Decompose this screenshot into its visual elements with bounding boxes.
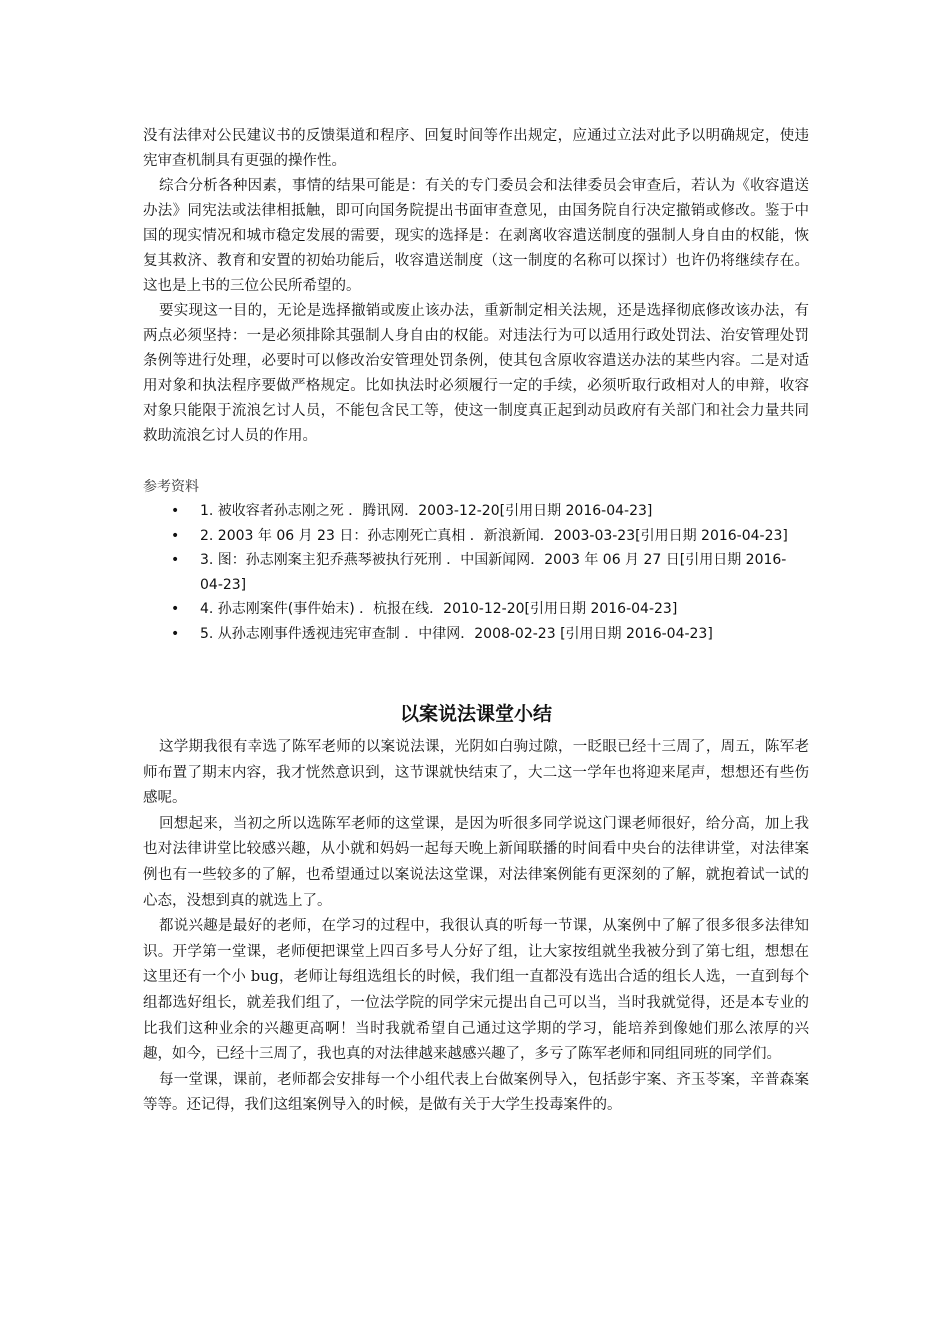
bullet-icon: • (171, 527, 180, 544)
reference-item (143, 548, 809, 597)
paragraph: 都说兴趣是最好的老师，在学习的过程中，我很认真的听每一节课，从案例中了解了很多很多法律知识。开学第一堂课，老师便把课堂上四百多号人分好了组，让大家按组就坐我被分到了第七组，想想在这里还有一个小 bug，老师让每组选组长的时候，我们组一直都没有选出合适的组长人选，一直到每个组都选好组长，就差我们组了，一位法学院的同学宋元提出自己可以当，当时我就觉得，还是本专业的比我们这种业余的兴趣更高啊！当时我就希望自己通过这学期的学习，能培养到像她们那么浓厚的兴趣，如今，已经十三周了，我也真的对法律越来越感兴趣了，多亏了陈军老师和同组同班的同学们。 (143, 918, 809, 1063)
paragraph: 每一堂课，课前，老师都会安排每一个小组代表上台做案例导入，包括彭宇案、齐玉苓案，辛普森案等等。还记得，我们这组案例导入的时候，是做有关于大学生投毒案件的。 (143, 1071, 809, 1114)
reference-text: 5. 从孙志刚事件透视违宪审查制 ．中律网．2008-02-23 [引用日期 2016-04-23] (200, 625, 713, 642)
reference-item (143, 524, 809, 549)
bullet-icon: • (171, 625, 180, 642)
reference-item (143, 597, 809, 622)
references-heading: 参考资料 (143, 479, 199, 495)
reference-text: 3. 图：孙志刚案主犯乔燕琴被执行死刑 ．中国新闻网．2003 年 06 月 27 日[引用日期 2016-04-23] (200, 552, 787, 593)
paragraph: 没有法律对公民建议书的反馈渠道和程序、回复时间等作出规定，应通过立法对此予以明确规定，使违宪审查机制具有更强的操作性。 (143, 128, 809, 169)
paragraph: 这学期我很有幸选了陈军老师的以案说法课，光阴如白驹过隙，一眨眼已经十三周了，周五，陈军老师布置了期末内容，我才恍然意识到，这节课就快结束了，大二这一学年也将迎来尾声，想想还有些伤感呢。 (143, 739, 809, 807)
section-title: 以案说法课堂小结 (399, 703, 552, 725)
reference-text: 2. 2003 年 06 月 23 日：孙志刚死亡真相 ．新浪新闻．2003-03-23[引用日期 2016-04-23] (200, 527, 788, 544)
reference-text: 4. 孙志刚案件(事件始末) ．杭报在线．2010-12-20[引用日期 2016-04-23] (200, 601, 678, 617)
paragraph: 要实现这一目的，无论是选择撤销或废止该办法，重新制定相关法规，还是选择彻底修改该办法，有两点必须坚持：一是必须排除其强制人身自由的权能。对违法行为可以适用行政处罚法、治安管理处罚条例等进行处理，必要时可以修改治安管理处罚条例，使其包含原收容遣送办法的某些内容。二是对适用对象和执法程序要做严格规定。比如执法时必须履行一定的手续，必须听取行政相对人的申辩，收容对象只能限于流浪乞讨人员，不能包含民工等，使这一制度真正起到动员政府有关部门和社会力量共同救助流浪乞讨人员的作用。 (143, 303, 809, 444)
paragraph: 回想起来，当初之所以选陈军老师的这堂课，是因为听很多同学说这门课老师很好，给分高，加上我也对法律讲堂比较感兴趣，从小就和妈妈一起每天晚上新闻联播的时间看中央台的法律讲堂，对法律案例也有一些较多的了解，也希望通过以案说法这堂课，对法律案例能有更深刻的了解，就抱着试一试的心态，没想到真的就选上了。 (143, 815, 809, 909)
paragraph: 综合分析各种因素，事情的结果可能是：有关的专门委员会和法律委员会审查后，若认为《收容遣送办法》同宪法或法律相抵触，即可向国务院提出书面审查意见，由国务院自行决定撤销或修改。鉴于中国的现实情况和城市稳定发展的需要，现实的选择是：在剥离收容遣送制度的强制人身自由的权能，恢复其救济、教育和安置的初始功能后，收容遣送制度（这一制度的名称可以探讨）也许仍将继续存在。这也是上书的三位公民所希望的。 (143, 178, 809, 294)
bullet-icon: • (171, 503, 180, 519)
bullet-icon: • (171, 552, 180, 568)
reference-item (143, 499, 809, 524)
section-constitutional-review (143, 124, 809, 449)
document-page (143, 124, 809, 1119)
bullet-icon: • (171, 601, 180, 617)
reference-item (143, 622, 809, 647)
section-course-summary (143, 735, 809, 1119)
references-list (143, 499, 809, 646)
reference-text: 1. 被收容者孙志刚之死 ．腾讯网．2003-12-20[引用日期 2016-04-23] (200, 503, 653, 519)
